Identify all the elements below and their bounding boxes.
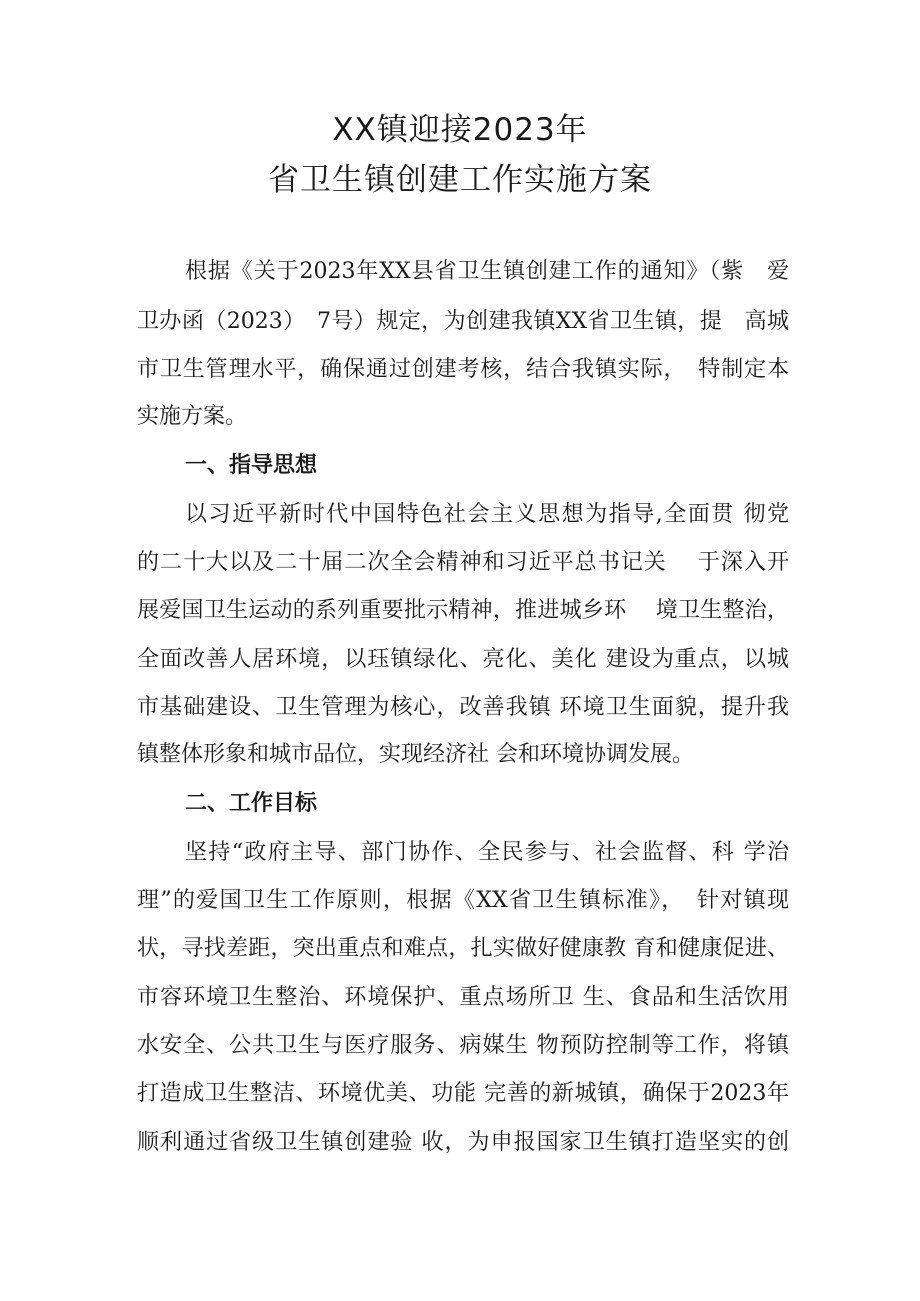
section2-line: 市容环境卫生整治、环境保护、重点场所卫 生、食品和生活饮用 — [137, 985, 789, 1010]
section2-line: 水安全、公共卫生与医疗服务、病媒生 物预防控制等工作，将镇 — [137, 1033, 789, 1058]
section-heading-work-goals: 二、工作目标 — [185, 791, 318, 816]
section-heading-guiding-ideology: 一、指导思想 — [185, 453, 318, 478]
intro-line: 根据《关于2023年XX县省卫生镇创建工作的通知》（紫 爱 — [185, 259, 789, 284]
section1-line: 的二十大以及二十届二次全会精神和习近平总书记关 于深入开 — [137, 550, 789, 575]
section2-line: 坚持“政府主导、部门协作、全民参与、社会监督、科 学治 — [185, 840, 789, 865]
section1-line: 市基础建设、卫生管理为核心，改善我镇 环境卫生面貌，提升我 — [137, 695, 789, 720]
intro-line: 市卫生管理水平，确保通过创建考核，结合我镇实际， 特制定本 — [137, 357, 789, 382]
section2-line: 状，寻找差距，突出重点和难点，扎实做好健康教 育和健康促进、 — [137, 936, 789, 961]
section2-line: 打造成卫生整洁、环境优美、功能 完善的新城镇，确保于2023年 — [137, 1081, 789, 1106]
section1-line: 全面改善人居环境，以珏镇绿化、亮化、美化 建设为重点，以城 — [137, 647, 789, 672]
section1-line: 以习近平新时代中国特色社会主义思想为指导,全面贯 彻党 — [185, 502, 789, 527]
section1-line: 展爱国卫生运动的系列重要批示精神，推进城乡环 境卫生整治， — [137, 598, 789, 623]
document-title-line-2: 省卫生镇创建工作实施方案 — [268, 162, 652, 198]
intro-line: 实施方案。 — [137, 404, 248, 429]
intro-line: 卫办函（2023） 7号）规定，为创建我镇XX省卫生镇，提 高城 — [137, 309, 789, 334]
section1-line: 镇整体形象和城市品位，实现经济社 会和环境协调发展。 — [137, 742, 694, 767]
document-title-line-1: XX镇迎接2023年 — [332, 112, 588, 148]
section2-line: 顺利通过省级卫生镇创建验 收，为申报国家卫生镇打造坚实的创 — [137, 1130, 789, 1155]
section2-line: 理”的爱国卫生工作原则，根据《XX省卫生镇标准》， 针对镇现 — [137, 888, 789, 913]
